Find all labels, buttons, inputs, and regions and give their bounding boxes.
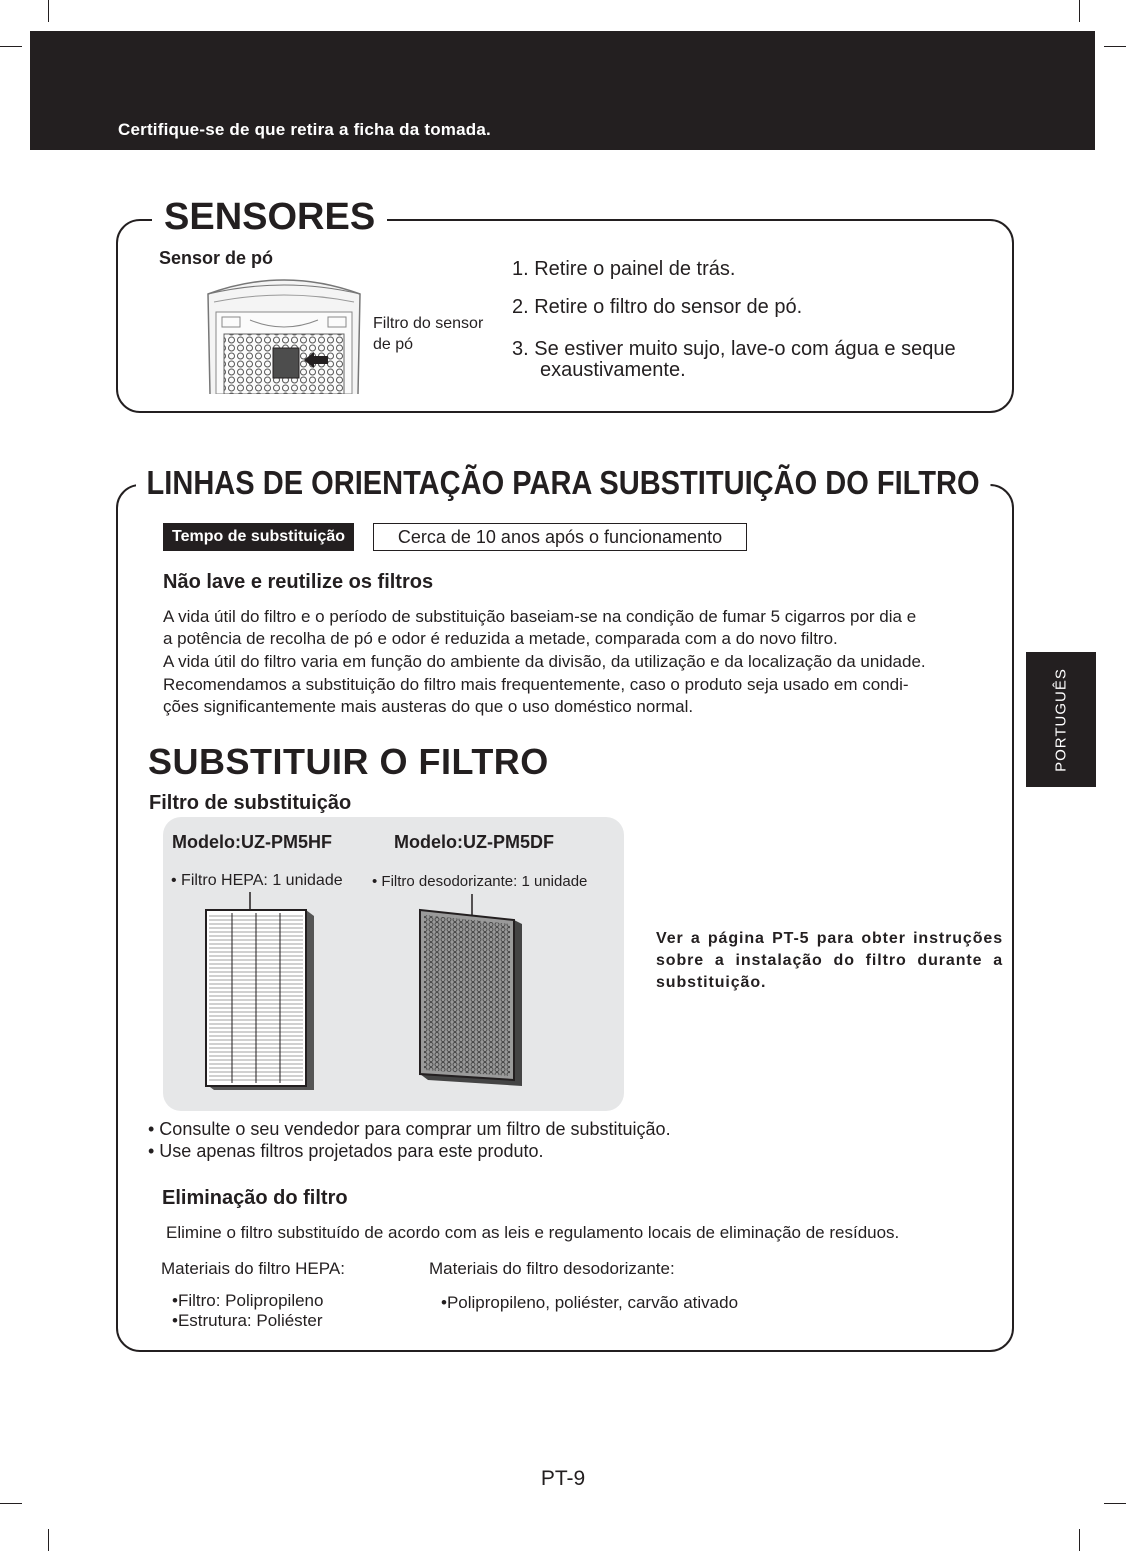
sensor-step-3-cont: exaustivamente. xyxy=(540,359,686,381)
guidelines-title: LINHAS DE ORIENTAÇÃO PARA SUBSTITUIÇÃO DO FILTRO xyxy=(136,462,990,504)
disposal-heading: Eliminação do filtro xyxy=(162,1187,348,1209)
crop-mark xyxy=(1104,46,1126,47)
disposal-text: Elimine o filtro substituído de acordo com as leis e regulamento locais de eliminação de resíduos. xyxy=(166,1223,900,1242)
hepa-material-1: •Filtro: Polipropileno xyxy=(172,1291,324,1310)
sensor-step-1: 1. Retire o painel de trás. xyxy=(512,258,736,280)
deodorizing-filter-illustration xyxy=(410,892,534,1086)
replacement-filter-subtitle: Filtro de substituição xyxy=(149,792,352,814)
no-wash-heading: Não lave e reutilize os filtros xyxy=(163,571,434,593)
crop-mark xyxy=(48,1529,49,1551)
language-tab-label: PORTUGUÊS xyxy=(1052,667,1070,772)
guidelines-line-1: A vida útil do filtro e o período de substituição baseiam-se na condição de fumar 5 cigarros por dia e xyxy=(163,607,917,626)
dust-sensor-label: Sensor de pó xyxy=(159,248,274,268)
model-hepa: Modelo:UZ-PM5HF xyxy=(172,832,332,852)
installation-reference: Ver a página PT-5 para obter instruções sobre a instalação do filtro durante a substituição. xyxy=(656,930,1003,991)
deodorizing-filter-note: • Filtro desodorizante: 1 unidade xyxy=(372,873,588,890)
guidelines-line-2: a potência de recolha de pó e odor é reduzida a metade, comparada com a do novo filtro. xyxy=(163,629,838,648)
deo-material-1: •Polipropileno, poliéster, carvão ativado xyxy=(441,1293,739,1312)
dust-filter-label-line1: Filtro do sensor xyxy=(373,315,484,332)
crop-mark xyxy=(1079,0,1080,22)
crop-mark xyxy=(1104,1503,1126,1504)
crop-mark xyxy=(1079,1529,1080,1551)
sensor-step-3: 3. Se estiver muito sujo, lave-o com água e seque xyxy=(512,338,956,360)
buy-filter-bullet: • Consulte o seu vendedor para comprar um filtro de substituição. xyxy=(148,1119,671,1139)
crop-mark xyxy=(48,0,49,22)
dust-filter-label-line2: de pó xyxy=(373,336,414,353)
hepa-filter-illustration xyxy=(196,890,320,1090)
guidelines-line-5: ções significantemente mais austeras do que o uso doméstico normal. xyxy=(163,697,694,716)
hepa-materials-heading: Materiais do filtro HEPA: xyxy=(161,1259,345,1278)
use-only-bullet: • Use apenas filtros projetados para este produto. xyxy=(148,1141,544,1161)
crop-mark xyxy=(0,1503,22,1504)
hepa-material-2: •Estrutura: Poliéster xyxy=(172,1311,323,1330)
page-number: PT-9 xyxy=(540,1467,586,1490)
sensor-step-2: 2. Retire o filtro do sensor de pó. xyxy=(512,296,803,318)
dust-sensor-illustration xyxy=(200,272,368,394)
replace-filter-title: SUBSTITUIR O FILTRO xyxy=(148,741,549,782)
replacement-time-value: Cerca de 10 anos após o funcionamento xyxy=(373,523,747,551)
crop-mark xyxy=(0,46,22,47)
hepa-filter-note: • Filtro HEPA: 1 unidade xyxy=(171,872,343,889)
replacement-time-label: Tempo de substituição xyxy=(163,523,354,551)
guidelines-line-3: A vida útil do filtro varia em função do ambiente da divisão, da utilização e da localização da unidade. xyxy=(163,652,926,671)
language-tab xyxy=(1026,652,1096,787)
deo-materials-heading: Materiais do filtro desodorizante: xyxy=(429,1259,675,1278)
model-deodorizing: Modelo:UZ-PM5DF xyxy=(394,832,554,852)
sensors-title: SENSORES xyxy=(152,196,387,238)
unplug-warning: Certifique-se de que retira a ficha da tomada. xyxy=(118,120,491,139)
guidelines-line-4: Recomendamos a substituição do filtro mais frequentemente, caso o produto seja usado em condi- xyxy=(163,675,909,694)
